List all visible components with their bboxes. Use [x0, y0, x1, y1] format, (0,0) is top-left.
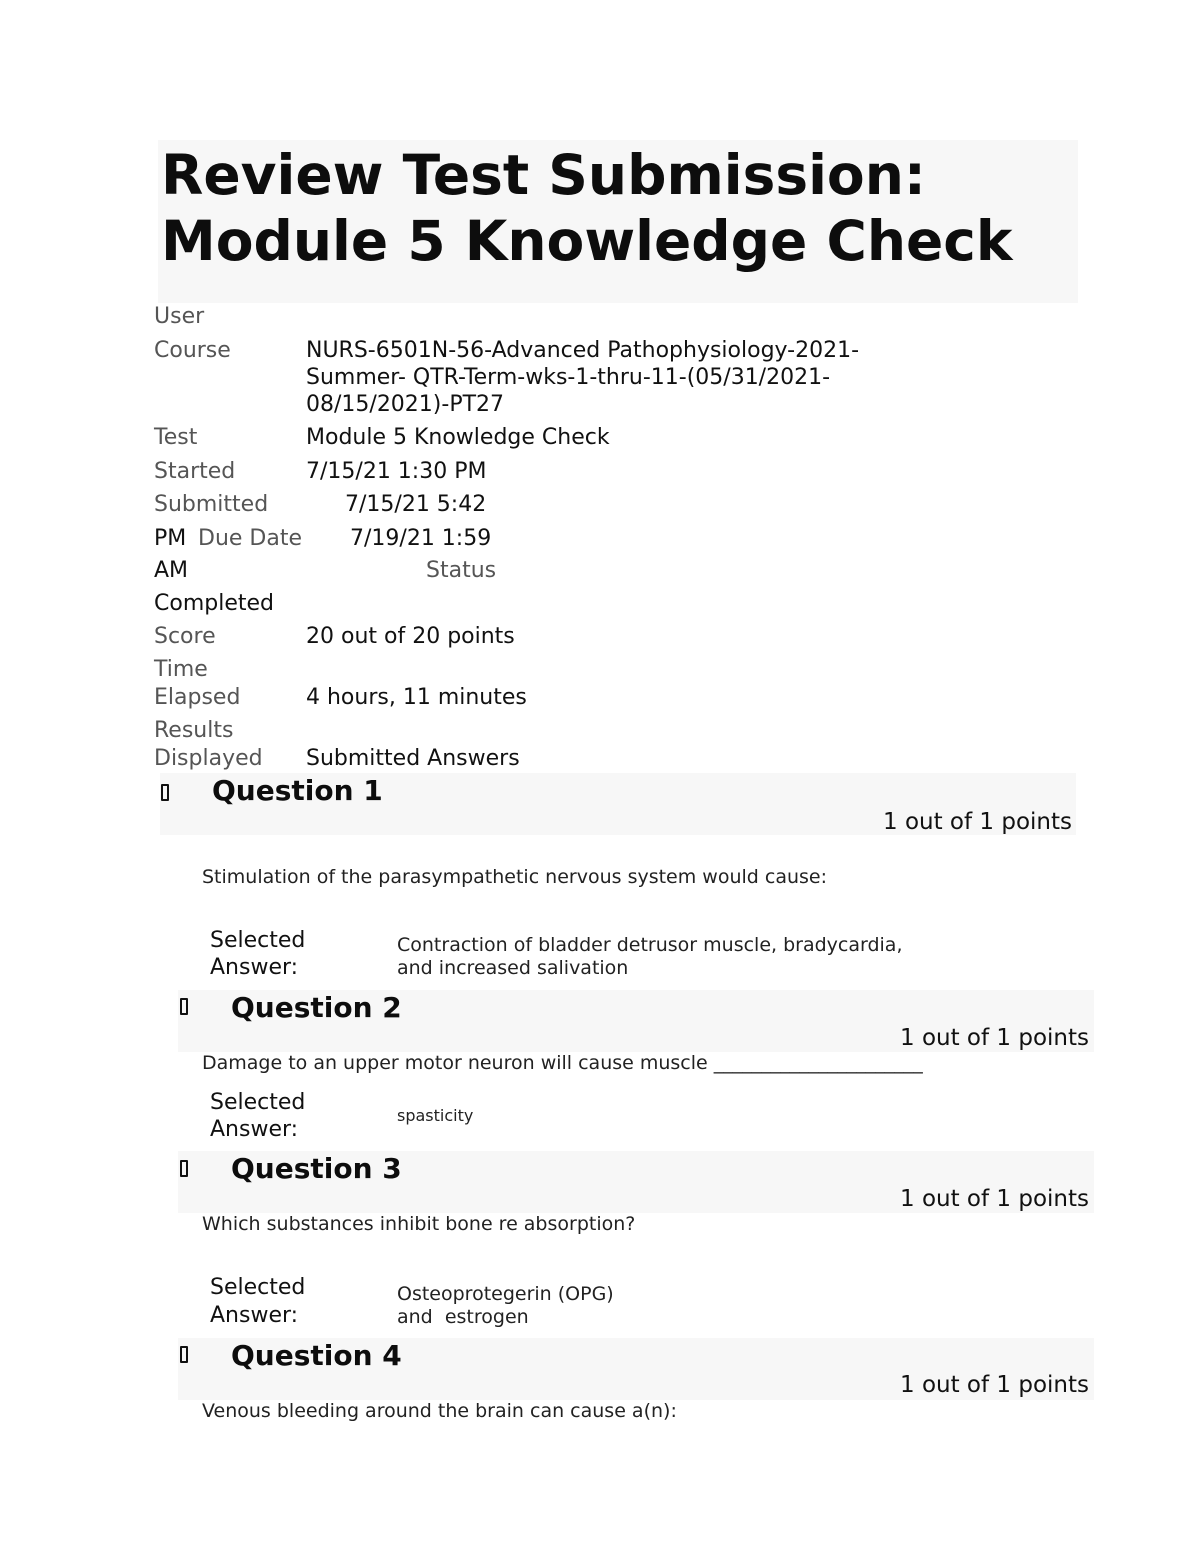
question-status-icon [180, 1160, 188, 1177]
score-label: Score [154, 624, 216, 649]
due-date-value: 7/19/21 1:59 [350, 526, 492, 551]
question-status-icon [180, 1346, 188, 1363]
score-value: 20 out of 20 points [306, 624, 515, 649]
due-date-label: Due Date [198, 526, 302, 551]
question-1-selected-label-line-1: Selected [210, 928, 306, 953]
course-value-line-3: 08/15/2021)-PT27 [306, 392, 505, 417]
user-label: User [154, 304, 205, 329]
question-3-points: 1 out of 1 points [900, 1186, 1089, 1212]
results-label-line-1: Results [154, 718, 234, 743]
question-3-text: Which substances inhibit bone re absorption? [202, 1213, 636, 1235]
question-1-points: 1 out of 1 points [883, 809, 1072, 835]
question-3-selected-label-line-1: Selected [210, 1275, 306, 1300]
page-title-line-1: Review Test Submission: [161, 143, 926, 207]
question-1-title: Question 1 [212, 774, 383, 807]
question-1-answer-line-2: and increased salivation [397, 957, 629, 979]
results-label-line-2: Displayed [154, 746, 263, 771]
page-title-line-2: Module 5 Knowledge Check [161, 209, 1013, 273]
question-2-answer: spasticity [397, 1106, 474, 1125]
question-1-text: Stimulation of the parasympathetic nervous system would cause: [202, 866, 828, 888]
question-3-selected-label-line-2: Answer: [210, 1303, 299, 1328]
question-4-text: Venous bleeding around the brain can cause a(n): [202, 1400, 677, 1422]
question-status-icon [161, 784, 169, 801]
question-4-points: 1 out of 1 points [900, 1372, 1089, 1398]
status-label: Status [426, 558, 497, 583]
question-1-answer-line-1: Contraction of bladder detrusor muscle, bradycardia, [397, 934, 903, 956]
question-status-icon [180, 998, 188, 1015]
question-3-title: Question 3 [231, 1152, 402, 1185]
time-label-line-1: Time [154, 657, 208, 682]
time-elapsed-value: 4 hours, 11 minutes [306, 685, 527, 710]
course-value-line-1: NURS-6501N-56-Advanced Pathophysiology-2021- [306, 338, 860, 363]
question-2-text: Damage to an upper motor neuron will cause muscle ______________________ [202, 1052, 923, 1074]
question-3-answer-line-2: and estrogen [397, 1306, 529, 1328]
time-label-line-2: Elapsed [154, 685, 241, 710]
am-text: AM [154, 558, 189, 583]
started-value: 7/15/21 1:30 PM [306, 459, 487, 484]
question-3-answer-line-1: Osteoprotegerin (OPG) [397, 1283, 614, 1305]
question-2-title: Question 2 [231, 991, 402, 1024]
submitted-value: 7/15/21 5:42 [345, 492, 487, 517]
test-value: Module 5 Knowledge Check [306, 425, 610, 450]
course-label: Course [154, 338, 231, 363]
pm-text: PM [154, 526, 187, 551]
question-2-selected-label-line-1: Selected [210, 1090, 306, 1115]
results-displayed-value: Submitted Answers [306, 746, 520, 771]
submitted-label: Submitted [154, 492, 269, 517]
status-value: Completed [154, 591, 274, 616]
course-value-line-2: Summer- QTR-Term-wks-1-thru-11-(05/31/2021- [306, 365, 831, 390]
question-2-selected-label-line-2: Answer: [210, 1117, 299, 1142]
question-2-points: 1 out of 1 points [900, 1025, 1089, 1051]
started-label: Started [154, 459, 236, 484]
test-label: Test [154, 425, 198, 450]
question-1-selected-label-line-2: Answer: [210, 955, 299, 980]
question-4-title: Question 4 [231, 1339, 402, 1372]
